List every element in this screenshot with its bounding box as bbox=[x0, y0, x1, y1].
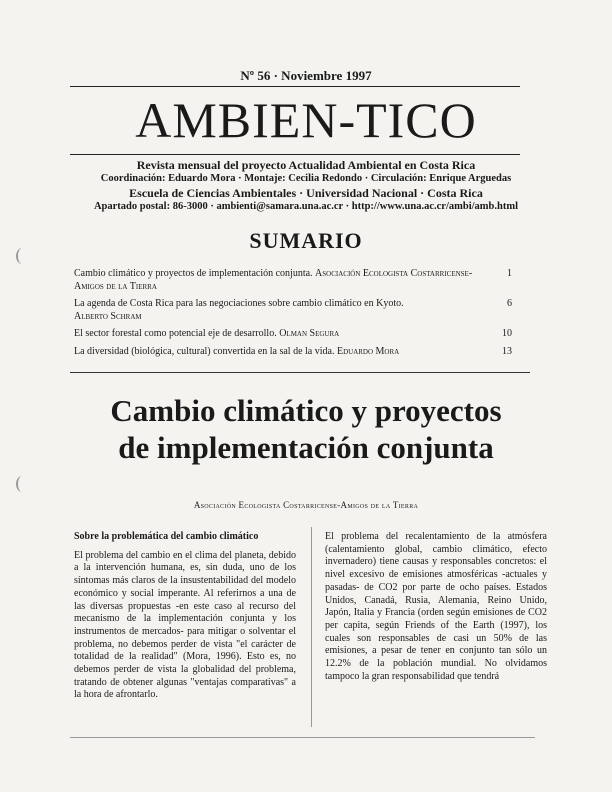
headline-line-1: Cambio climático y proyectos bbox=[110, 393, 502, 428]
article-column-left bbox=[74, 531, 296, 702]
column-divider bbox=[311, 527, 312, 727]
column-1-paragraph: El problema del cambio en el clima del planeta, debido a la intervención humana, es, sin duda, uno de los síntomas más claros de la insustentabilidad del modelo económico y social imperante. Al referirnos a una de las diversas propuestas -en este caso al recurso del mecanismo de la implementación conjunta y los instrumentos de mercados- para mitigar o solventar el problema, no debemos perder de vista "el carácter de totalidad de la realidad" (Mora, 1996). Esto es, no debemos perder de vista la globalidad del problema, tratando de obtener algunas "ventajas comparativas" a la hora de afrontarlo. bbox=[74, 549, 296, 701]
bottom-rule bbox=[70, 737, 535, 738]
issue-number: Nº 56 · Noviembre 1997 bbox=[240, 68, 372, 83]
toc-item bbox=[74, 298, 524, 323]
masthead-subtitle: Revista mensual del proyecto Actualidad Ambiental en Costa Rica bbox=[136, 158, 476, 172]
masthead-institution: Escuela de Ciencias Ambientales · Universidad Nacional · Costa Rica bbox=[129, 186, 483, 200]
toc-item-title: La agenda de Costa Rica para las negociaciones sobre cambio climático en Kyoto. bbox=[74, 298, 404, 309]
table-of-contents bbox=[74, 268, 524, 363]
toc-item-page: 13 bbox=[502, 345, 512, 357]
sumario-divider bbox=[70, 372, 530, 373]
toc-item-author: Eduardo Mora bbox=[336, 345, 400, 357]
punch-hole-bottom bbox=[16, 476, 28, 492]
headline-line-2: de implementación conjunta bbox=[118, 430, 494, 465]
toc-item-page: 10 bbox=[502, 328, 512, 339]
toc-item-author: Asociación Ecologista Costarricense-Amigos de la Tierra bbox=[74, 268, 473, 292]
toc-item-title: La diversidad (biológica, cultural) convertida en la sal de la vida. bbox=[74, 345, 335, 357]
article-byline: Asociación Ecologista Costarricense-Amigos de la Tierra bbox=[193, 500, 419, 510]
toc-item-author: Olman Segura bbox=[279, 328, 340, 339]
toc-item-title: El sector forestal como potencial eje de desarrollo. bbox=[74, 328, 277, 339]
masthead-title: AMBIEN-TICO bbox=[135, 92, 477, 148]
toc-item bbox=[74, 328, 524, 341]
sumario-title: SUMARIO bbox=[249, 228, 363, 253]
masthead-credits: Coordinación: Eduardo Mora · Montaje: Cecilia Redondo · Circulación: Enrique Arguedas bbox=[100, 173, 512, 184]
article-column-right bbox=[325, 531, 547, 683]
toc-item-title: Cambio climático y proyectos de implementación conjunta. bbox=[74, 268, 313, 279]
masthead-contact: Apartado postal: 86-3000 · ambienti@samara.una.ac.cr · http://www.una.ac.cr/ambi/amb.html bbox=[93, 201, 519, 212]
toc-item bbox=[74, 268, 524, 293]
toc-item-page: 1 bbox=[507, 268, 512, 279]
toc-item bbox=[74, 346, 524, 359]
column-2-paragraph: El problema del recalentamiento de la atmósfera (calentamiento global, cambio climático, efecto invernadero) tiene causas y responsables concretos: el nivel excesivo de emisiones atmosféricas -actuales y pasadas- de CO2 por parte de ocho países. Estados Unidos, Canadá, Rusia, Alemania, Reino Unido, Japón, Italia y Francia (orden según emisiones de CO2 per capita, según Friends of the Earth (1997), los cuales son responsables de casi un 50% de las emisiones, a pesar de tener en conjunto tan sólo un 12.2% de la población mundial. No olvidamos tampoco la gran responsabilidad que tendrá bbox=[325, 531, 547, 682]
masthead-rule-top bbox=[70, 86, 520, 87]
masthead-rule-bottom bbox=[70, 154, 520, 155]
article-headline bbox=[0, 392, 612, 466]
section-heading: Sobre la problemática del cambio climático bbox=[74, 531, 259, 542]
toc-item-author: Alberto Schram bbox=[74, 310, 142, 322]
toc-item-page: 6 bbox=[507, 298, 512, 309]
